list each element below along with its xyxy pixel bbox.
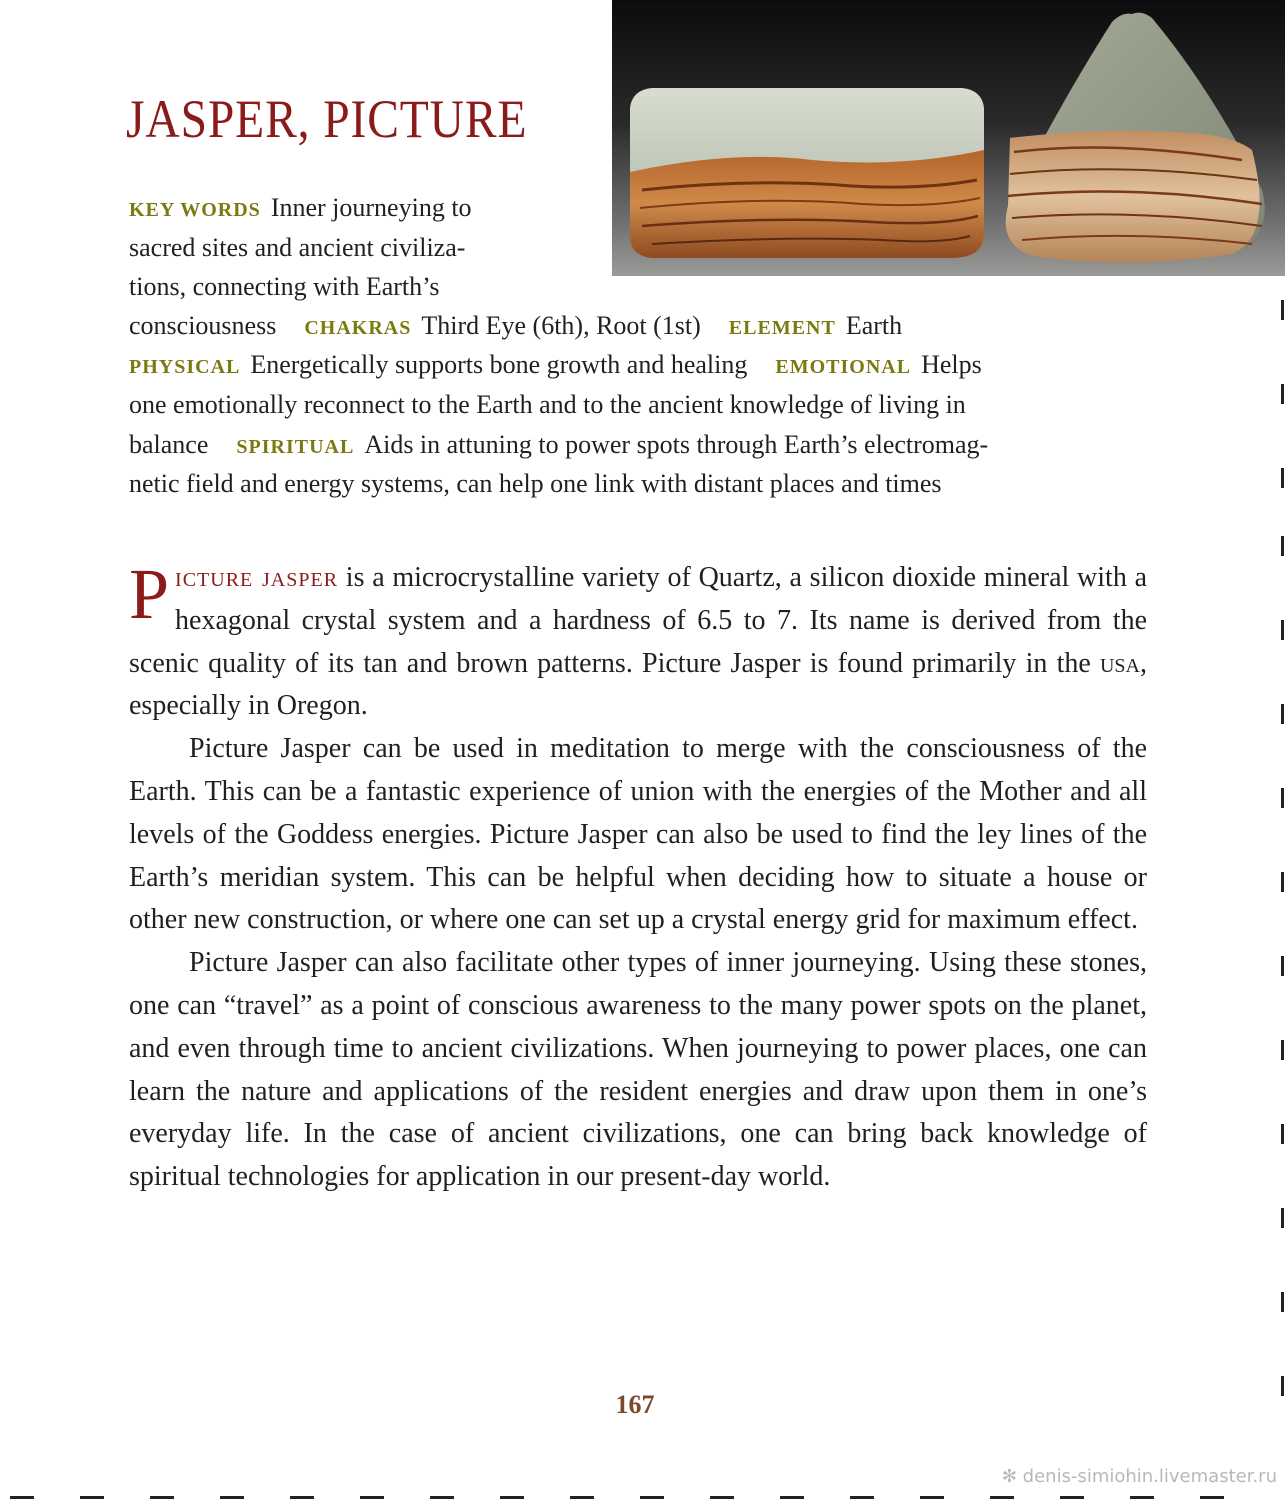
paragraph-1 [129,554,1148,728]
props-line-8 [129,464,1149,504]
physical-label: PHYSICAL [129,356,241,378]
right-edge-crop-marks [1281,300,1285,1480]
chakras-text: Third Eye (6th), Root (1st) [421,311,701,340]
physical-text: Energetically supports bone growth and healing [250,350,748,379]
chakras-label: CHAKRAS [304,317,412,339]
drop-cap: P [129,554,170,634]
paragraph-1-end: , especially in Oregon. [129,647,1147,722]
props-line-2 [129,228,1149,268]
element-text: Earth [845,311,903,340]
key-words-text: sacred sites and ancient civiliza- [129,233,466,262]
key-words-text: consciousness [129,311,277,340]
emotional-text: Helps [921,350,982,379]
spiritual-text: netic field and energy systems, can help one link with distant places and times [129,469,942,498]
lead-small-caps: icture jasper [175,562,339,593]
key-words-label: KEY WORDS [129,199,261,221]
props-line-4 [129,306,1149,348]
emotional-text: balance [129,430,209,459]
bottom-edge-crop-marks [0,1496,1285,1500]
element-label: ELEMENT [728,317,836,339]
props-line-7 [129,425,1149,467]
emotional-label: EMOTIONAL [775,356,912,378]
page-title: JASPER, PICTURE [126,89,528,149]
page-number: 167 [615,1390,655,1419]
body-text [129,554,1148,1199]
watermark-text: denis-simiohin.livemaster.ru [1022,1466,1277,1487]
props-line-6 [129,385,1149,425]
spiritual-text: Aids in attuning to power spots through Earth’s electromag- [364,430,989,459]
paragraph-2: Picture Jasper can be used in meditation to merge with the consciousness of the Earth. This can be a fantastic experience of union with the energies of the Mother and all levels of the Goddess energies. Picture Jasper can also be used to find the ley lines of the Earth’s meridian system. This can be helpful when deciding how to situate a house or other new construction, or where one can set up a crystal energy grid for maximum effect. [129,733,1147,936]
paragraph-1-text: is a microcrystalline variety of Quartz, a silicon dioxide mineral with a hexagonal crystal system and a hardness of 6.5 to 7. Its name is derived from the scenic quality of its tan and brown patterns. Picture Jasper is found primarily in the [129,562,1148,679]
paragraph-3: Picture Jasper can also facilitate other types of inner journeying. Using these stones, one can “travel” as a point of conscious awareness to the many power spots on the planet, and even through time to ancient civilizations. When journeying to power places, one can learn the nature and applications of the resident energies and draw upon them in one’s everyday life. In the case of ancient civilizations, one can bring back knowledge of spiritual technologies for application in our present-day world. [129,947,1147,1193]
usa-small-caps: usa [1099,647,1140,679]
spiritual-label: SPIRITUAL [236,436,355,458]
key-words-text: tions, connecting with Earth’s [129,272,440,301]
emotional-text: one emotionally reconnect to the Earth and to the ancient knowledge of living in [129,390,966,419]
watermark: ✻ denis-simiohin.livemaster.ru [1001,1466,1277,1487]
props-line-5 [129,345,1149,387]
props-line-3 [129,267,1149,307]
key-words-text: Inner journeying to [270,193,472,222]
props-line-1 [129,188,1149,230]
